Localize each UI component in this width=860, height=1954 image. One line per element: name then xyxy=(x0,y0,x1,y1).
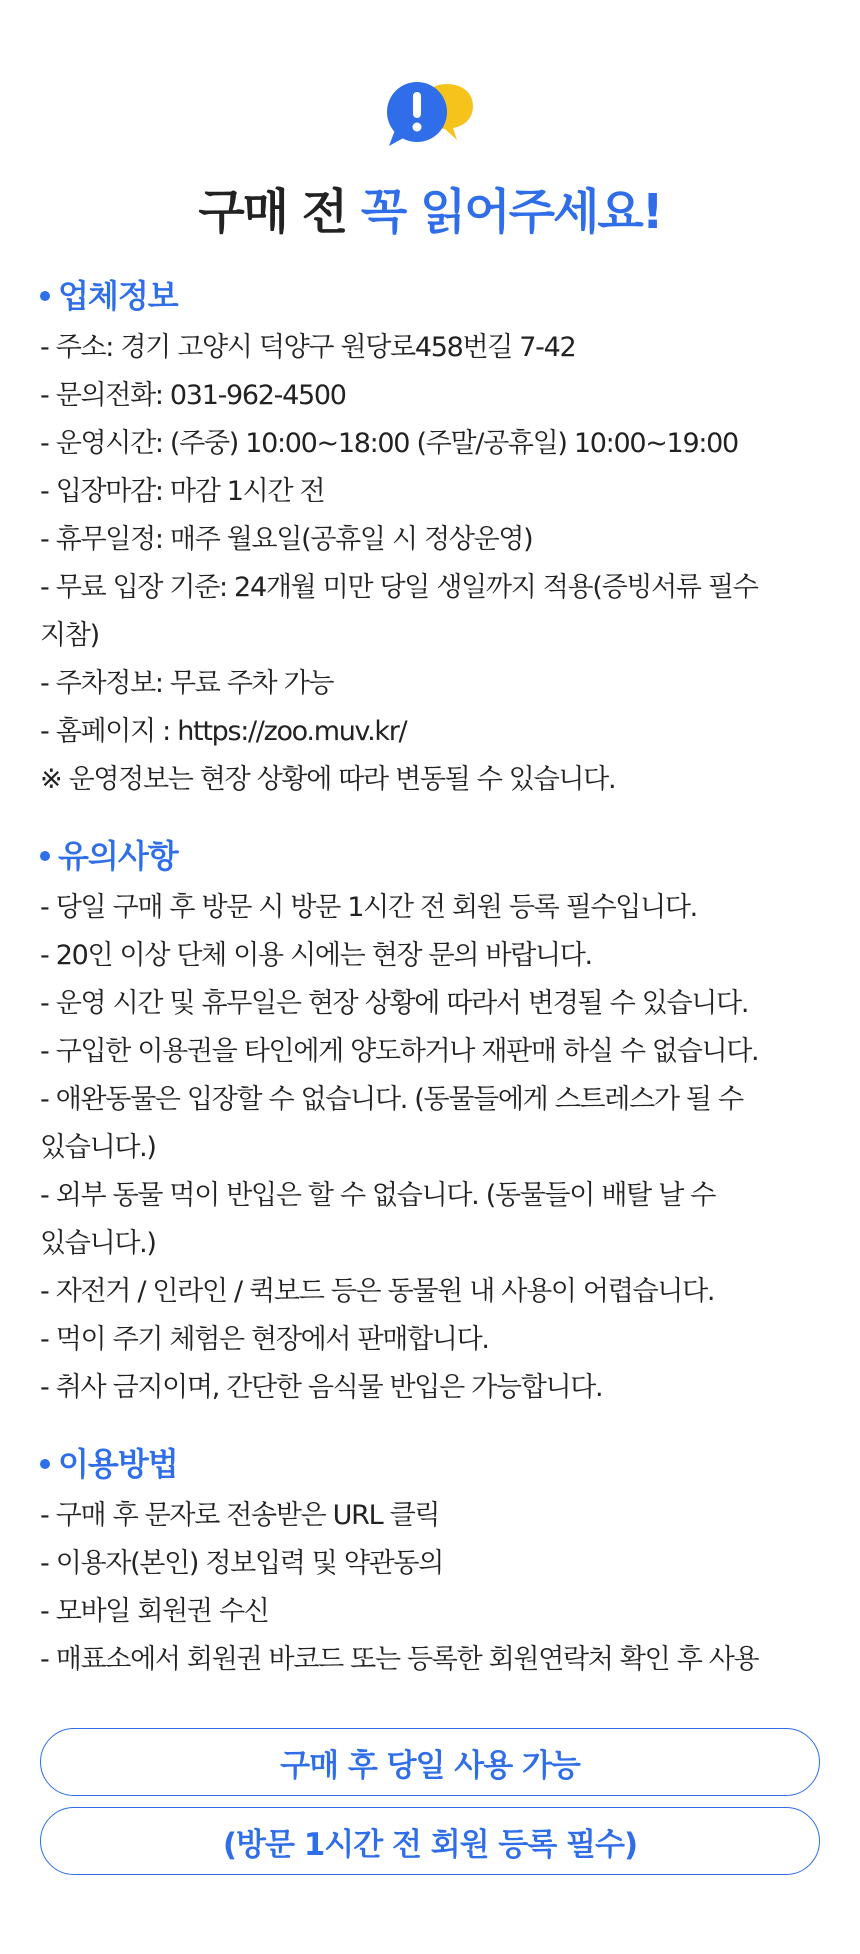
page-title xyxy=(40,180,820,244)
list-item: - 20인 이상 단체 이용 시에는 현장 문의 바랍니다. xyxy=(40,940,592,971)
list-item: - 이용자(본인) 정보입력 및 약관동의 xyxy=(40,1548,443,1579)
title-accent: 꼭 읽어주세요! xyxy=(360,184,662,240)
list-item: - 휴무일정: 매주 월요일(공휴일 시 정상운영) xyxy=(40,524,533,555)
section-company-info xyxy=(40,274,820,804)
bullet-dot-icon xyxy=(40,1459,50,1469)
list-item: - 당일 구매 후 방문 시 방문 1시간 전 회원 등록 필수입니다. xyxy=(40,892,697,923)
list-item: - 먹이 주기 체험은 현장에서 판매합니다. xyxy=(40,1324,489,1355)
list-item: - 취사 금지이며, 간단한 음식물 반입은 가능합니다. xyxy=(40,1372,603,1403)
list-item: - 자전거 / 인라인 / 퀵보드 등은 동물원 내 사용이 어렵습니다. xyxy=(40,1276,715,1307)
section-heading xyxy=(40,834,820,878)
list-item: - 주소: 경기 고양시 덕양구 원당로458번길 7-42 xyxy=(40,332,576,363)
bullet-dot-icon xyxy=(40,291,50,301)
register-notice-button[interactable]: (방문 1시간 전 회원 등록 필수) xyxy=(40,1807,820,1875)
list-item: - 구입한 이용권을 타인에게 양도하거나 재판매 하실 수 없습니다. xyxy=(40,1036,759,1067)
list-item: - 구매 후 문자로 전송받은 URL 클릭 xyxy=(40,1500,440,1531)
info-list xyxy=(40,324,820,804)
list-item: - 모바일 회원권 수신 xyxy=(40,1596,269,1627)
list-item: - 외부 동물 먹이 반입은 할 수 없습니다. (동물들이 배탈 날 수 있습니다.) xyxy=(40,1180,716,1259)
section-precautions xyxy=(40,834,820,1412)
list-item: - 입장마감: 마감 1시간 전 xyxy=(40,476,325,507)
list-item: - 문의전화: 031-962-4500 xyxy=(40,380,346,411)
list-item: - 운영 시간 및 휴무일은 현장 상황에 따라서 변경될 수 있습니다. xyxy=(40,988,749,1019)
list-item: - 홈페이지 : https://zoo.muv.kr/ xyxy=(40,716,407,747)
bullet-dot-icon xyxy=(40,851,50,861)
section-how-to-use xyxy=(40,1442,820,1684)
list-item: - 운영시간: (주중) 10:00~18:00 (주말/공휴일) 10:00~19:00 xyxy=(40,428,738,459)
precautions-list xyxy=(40,884,820,1412)
list-item: - 매표소에서 회원권 바코드 또는 등록한 회원연락처 확인 후 사용 xyxy=(40,1644,759,1675)
section-heading-label: 유의사항 xyxy=(58,837,178,875)
list-item: - 무료 입장 기준: 24개월 미만 당일 생일까지 적용(증빙서류 필수 지참) xyxy=(40,572,758,651)
section-heading xyxy=(40,1442,820,1486)
notice-buttons xyxy=(40,1728,820,1875)
section-heading-label: 업체정보 xyxy=(58,277,178,315)
list-item: - 주차정보: 무료 주차 가능 xyxy=(40,668,334,699)
speech-bubbles-exclamation-icon xyxy=(381,78,479,162)
section-heading-label: 이용방법 xyxy=(58,1445,178,1483)
same-day-use-button[interactable]: 구매 후 당일 사용 가능 xyxy=(40,1728,820,1796)
list-item: - 애완동물은 입장할 수 없습니다. (동물들에게 스트레스가 될 수 있습니다.) xyxy=(40,1084,743,1163)
notice-header xyxy=(40,0,820,244)
section-heading xyxy=(40,274,820,318)
title-plain: 구매 전 xyxy=(198,184,347,240)
usage-list xyxy=(40,1492,820,1684)
list-item: ※ 운영정보는 현장 상황에 따라 변동될 수 있습니다. xyxy=(40,764,616,795)
